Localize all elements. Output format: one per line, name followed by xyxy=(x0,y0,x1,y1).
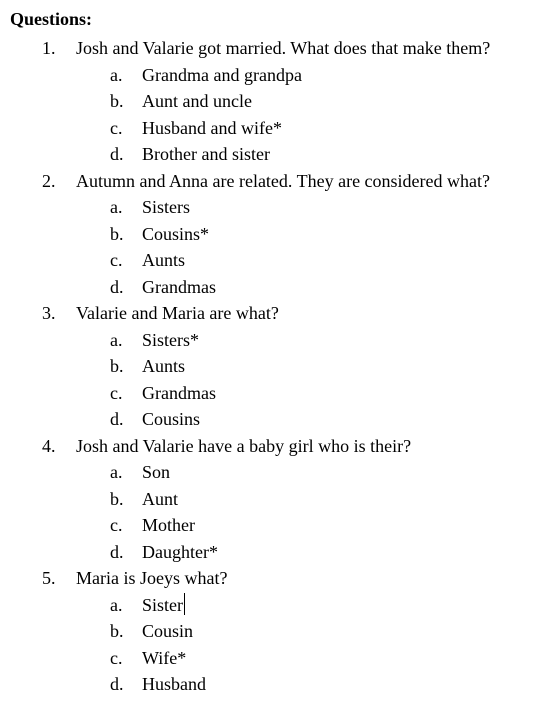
option-text: Brother and sister xyxy=(142,144,270,164)
answer-option-5-b xyxy=(0,618,558,645)
answer-option-5-d xyxy=(0,671,558,698)
question-number: 1. xyxy=(42,38,56,58)
option-letter: b. xyxy=(110,621,124,641)
option-text-wrapper xyxy=(142,512,195,538)
answer-option-2-d xyxy=(0,274,558,301)
option-text-wrapper xyxy=(142,353,185,379)
option-text: Mother xyxy=(142,515,195,535)
option-letter: d. xyxy=(110,541,124,562)
answer-option-3-b xyxy=(0,353,558,380)
answer-option-3-c xyxy=(0,380,558,407)
option-text: Sister xyxy=(142,594,184,615)
answer-option-2-a xyxy=(0,194,558,221)
option-text: Grandmas xyxy=(142,276,216,297)
question-3 xyxy=(0,300,558,327)
option-letter: b. xyxy=(110,488,124,509)
option-text-wrapper xyxy=(142,194,190,220)
question-number: 4. xyxy=(42,435,56,456)
answer-option-1-b xyxy=(0,88,558,115)
option-text-wrapper xyxy=(142,221,209,247)
option-text-wrapper xyxy=(142,486,178,512)
option-text: Sisters* xyxy=(142,329,200,350)
question-text: Autumn and Anna are related. They are considered what? xyxy=(76,170,490,191)
option-letter: b. xyxy=(110,91,124,111)
option-letter: a. xyxy=(110,329,123,350)
question-5 xyxy=(0,565,558,592)
question-text: Josh and Valarie have a baby girl who is their? xyxy=(76,435,412,456)
question-list xyxy=(0,35,558,698)
option-text-wrapper xyxy=(142,671,206,697)
option-text-wrapper xyxy=(142,247,185,273)
answer-option-2-c xyxy=(0,247,558,274)
question-text: Maria is Joeys what? xyxy=(76,568,228,588)
option-letter: c. xyxy=(110,515,123,535)
option-letter: b. xyxy=(110,223,124,244)
question-number: 2. xyxy=(42,170,56,191)
option-text-wrapper xyxy=(142,115,282,141)
answer-option-4-c xyxy=(0,512,558,539)
answer-option-1-c xyxy=(0,115,558,142)
option-text: Wife* xyxy=(142,647,187,668)
answer-option-1-a xyxy=(0,62,558,89)
option-letter: d. xyxy=(110,276,124,297)
option-text-wrapper xyxy=(142,459,170,485)
option-text: Cousins xyxy=(142,409,201,429)
option-text-wrapper xyxy=(142,645,186,671)
option-letter: d. xyxy=(110,409,124,429)
question-1 xyxy=(0,35,558,62)
option-text-wrapper xyxy=(142,380,216,406)
option-text: Husband xyxy=(142,674,206,694)
questions-heading: Questions: xyxy=(10,9,93,29)
option-text-wrapper xyxy=(142,592,185,618)
option-text-wrapper xyxy=(142,539,218,565)
answer-option-4-a xyxy=(0,459,558,486)
option-text: Daughter* xyxy=(142,541,218,562)
option-text: Grandmas xyxy=(142,382,216,403)
option-text: Sisters xyxy=(142,197,191,217)
option-text: Aunts xyxy=(142,250,186,270)
question-number: 5. xyxy=(42,568,56,588)
answer-option-5-c xyxy=(0,645,558,672)
option-text-wrapper xyxy=(142,141,270,167)
option-letter: c. xyxy=(110,250,123,270)
option-text: Aunts xyxy=(142,356,186,376)
option-text: Grandma and grandpa xyxy=(142,64,302,85)
option-text-wrapper xyxy=(142,327,199,353)
option-text-wrapper xyxy=(142,88,252,114)
option-letter: c. xyxy=(110,382,123,403)
answer-option-1-d xyxy=(0,141,558,168)
option-letter: a. xyxy=(110,64,123,85)
option-text: Aunt xyxy=(142,488,178,509)
option-letter: d. xyxy=(110,674,124,694)
answer-option-5-a xyxy=(0,592,558,619)
option-text: Son xyxy=(142,462,171,482)
question-text: Josh and Valarie got married. What does that make them? xyxy=(76,38,491,58)
question-text: Valarie and Maria are what? xyxy=(76,303,279,323)
option-text: Aunt and uncle xyxy=(142,91,252,111)
question-4 xyxy=(0,433,558,460)
question-2 xyxy=(0,168,558,195)
text-cursor-caret xyxy=(184,593,185,615)
answer-option-2-b xyxy=(0,221,558,248)
option-text: Husband and wife* xyxy=(142,117,282,138)
option-text: Cousin xyxy=(142,621,194,641)
option-text: Cousins* xyxy=(142,223,210,244)
option-letter: c. xyxy=(110,117,123,138)
option-text-wrapper xyxy=(142,274,216,300)
option-text-wrapper xyxy=(142,618,193,644)
option-letter: d. xyxy=(110,144,124,164)
answer-option-4-b xyxy=(0,486,558,513)
question-number: 3. xyxy=(42,303,56,323)
option-letter: c. xyxy=(110,647,123,668)
answer-option-3-d xyxy=(0,406,558,433)
option-text-wrapper xyxy=(142,406,200,432)
option-text-wrapper xyxy=(142,62,302,88)
option-letter: a. xyxy=(110,594,123,615)
option-letter: a. xyxy=(110,197,123,217)
answer-option-3-a xyxy=(0,327,558,354)
option-letter: a. xyxy=(110,462,123,482)
option-letter: b. xyxy=(110,356,124,376)
answer-option-4-d xyxy=(0,539,558,566)
